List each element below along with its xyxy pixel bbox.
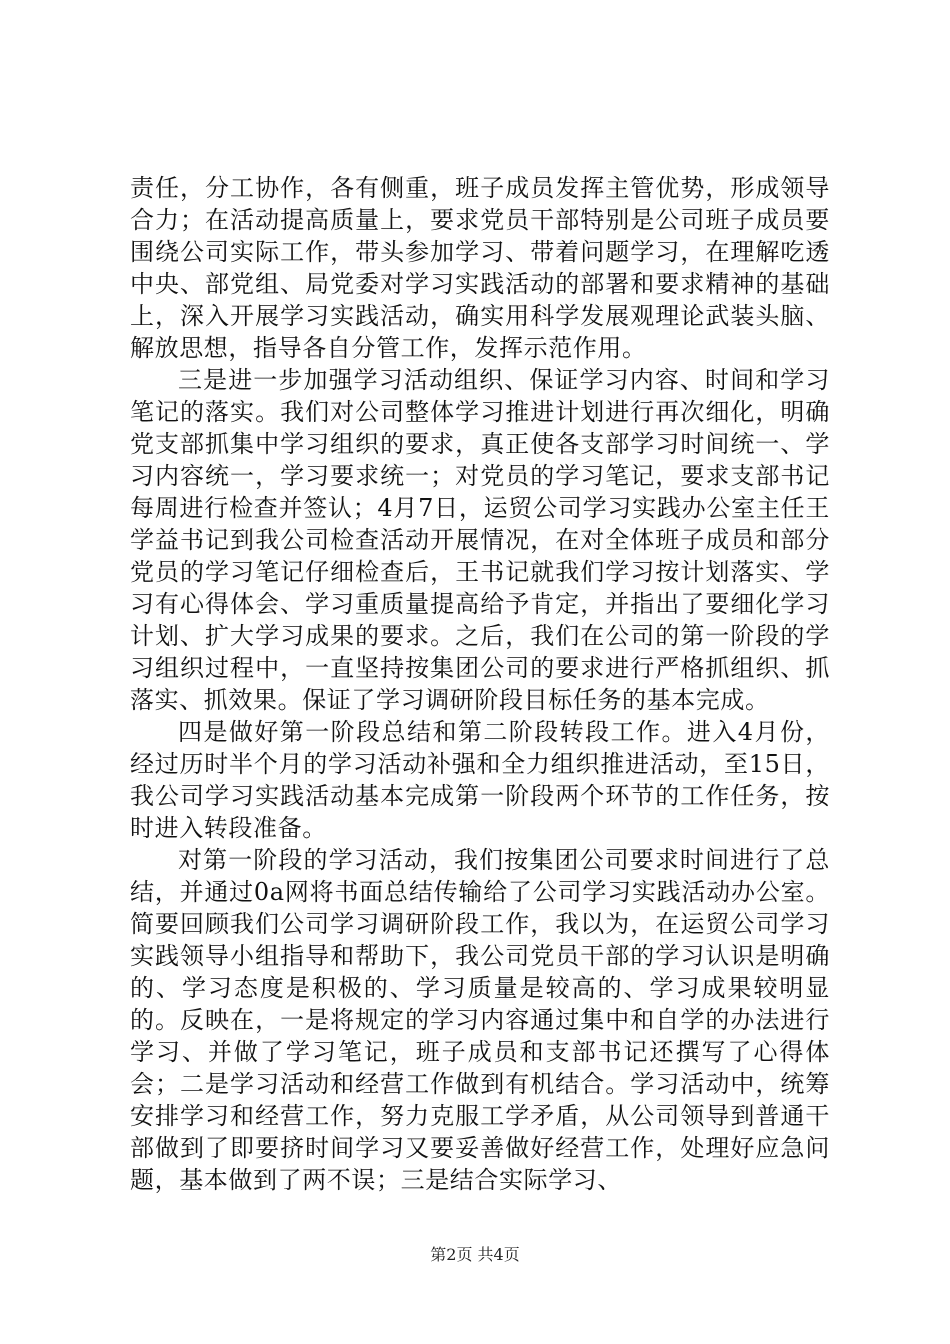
page-number-footer: 第2页 共4页: [430, 1245, 520, 1264]
paragraph-point-three: 三是进一步加强学习活动组织、保证学习内容、时间和学习笔记的落实。我们对公司整体学习推进计划进行再次细化，明确党支部抓集中学习组织的要求，真正使各支部学习时间统一、学习内容统一，学习要求统一；对党员的学习笔记，要求支部书记每周进行检查并签认；4月7日，运贸公司学习实践办公室主任王学益书记到我公司检查活动开展情况，在对全体班子成员和部分党员的学习笔记仔细检查后，王书记就我们学习按计划落实、学习有心得体会、学习重质量提高给予肯定，并指出了要细化学习计划、扩大学习成果的要求。之后，我们在公司的第一阶段的学习组织过程中，一直坚持按集团公司的要求进行严格抓组织、抓落实、抓效果。保证了学习调研阶段目标任务的基本完成。: [130, 366, 830, 714]
paragraph-point-four: 四是做好第一阶段总结和第二阶段转段工作。进入4月份，经过历时半个月的学习活动补强和全力组织推进活动，至15日，我公司学习实践活动基本完成第一阶段两个环节的工作任务，按时进入转段准备。: [130, 718, 830, 842]
document-body: [130, 172, 830, 1196]
paragraph-continuation: 责任，分工协作，各有侧重，班子成员发挥主管优势，形成领导合力；在活动提高质量上，要求党员干部特别是公司班子成员要围绕公司实际工作，带头参加学习、带着问题学习，在理解吃透中央、部党组、局党委对学习实践活动的部署和要求精神的基础上，深入开展学习实践活动，确实用科学发展观理论武装头脑、解放思想，指导各自分管工作，发挥示范作用。: [130, 174, 830, 362]
paragraph-stage-summary: 对第一阶段的学习活动，我们按集团公司要求时间进行了总结，并通过0a网将书面总结传输给了公司学习实践活动办公室。简要回顾我们公司学习调研阶段工作，我以为，在运贸公司学习实践领导小组指导和帮助下，我公司党员干部的学习认识是明确的、学习态度是积极的、学习质量是较高的、学习成果较明显的。反映在，一是将规定的学习内容通过集中和自学的办法进行学习、并做了学习笔记，班子成员和支部书记还撰写了心得体会；二是学习活动和经营工作做到有机结合。学习活动中，统筹安排学习和经营工作，努力克服工学矛盾，从公司领导到普通干部做到了即要挤时间学习又要妥善做好经营工作，处理好应急问题，基本做到了两不误；三是结合实际学习、: [130, 846, 830, 1194]
